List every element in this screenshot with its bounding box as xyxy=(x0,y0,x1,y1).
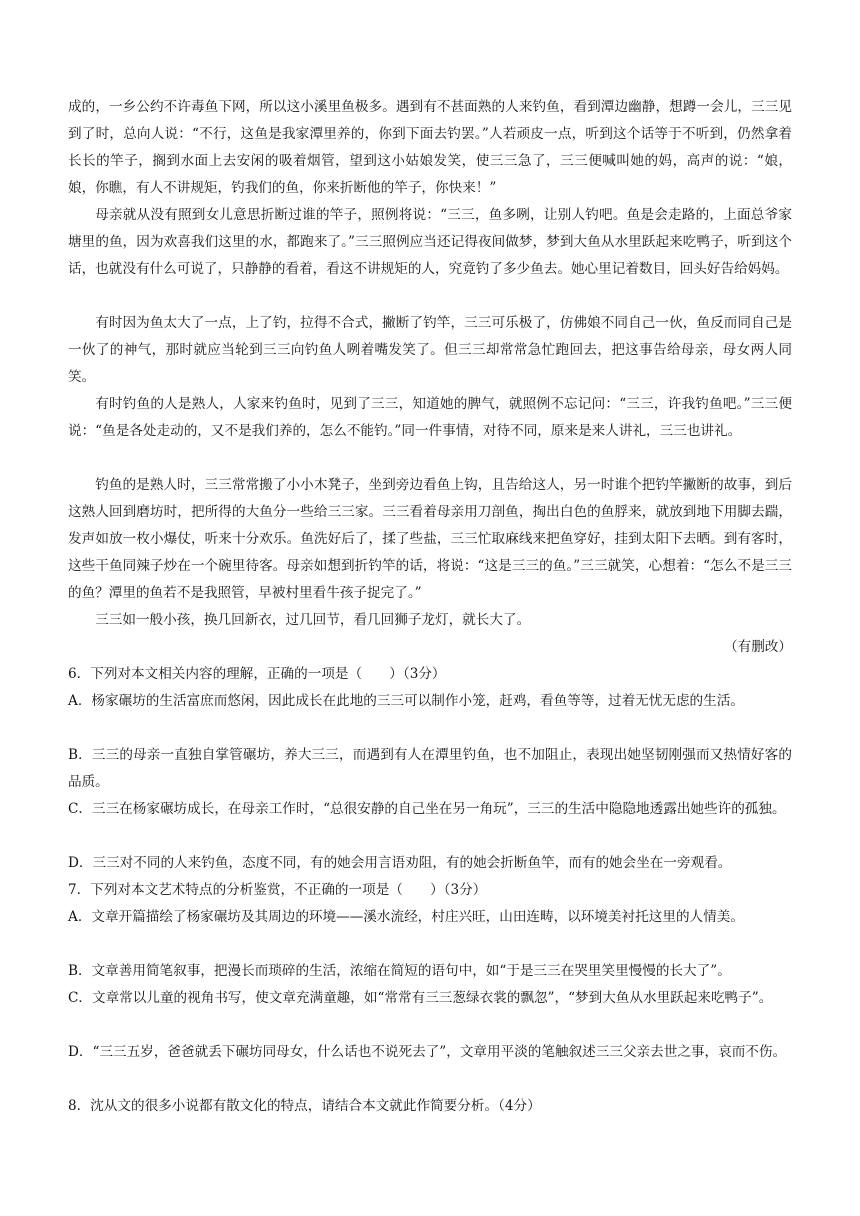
question-7-option-b: B．文章善用简笔叙事，把漫长而琐碎的生活，浓缩在简短的语句中，如“于是三三在哭里笑里慢慢的长大了”。 xyxy=(68,963,731,979)
question-6-option-b: B．三三的母亲一直独自掌管碾坊，养大三三，而遇到有人在潭里钓鱼，也不加阻止，表现出她坚韧刚强而又热情好客的品质。 xyxy=(68,747,792,790)
question-6-option-d: D．三三对不同的人来钓鱼，态度不同，有的她会用言语劝阻，有的她会折断鱼竿，而有的她会坐在一旁观看。 xyxy=(68,855,732,871)
story-paragraph-4: 有时钓鱼的人是熟人，人家来钓鱼时，见到了三三，知道她的脾气，就照例不忘记问：“三三，许我钓鱼吧。”三三便说：“鱼是各处走动的，又不是我们养的，怎么不能钓。”同一件事情，对待不同，原来是来人讲礼，三三也讲礼。 xyxy=(68,396,792,439)
story-paragraph-6: 三三如一般小孩，换几回新衣，过几回节，看几回狮子龙灯，就长大了。 xyxy=(95,612,531,628)
question-6-stem: 6．下列对本文相关内容的理解，正确的一项是（ ）（3分） xyxy=(68,666,446,682)
story-paragraph-1: 成的，一乡公约不许毒鱼下网，所以这小溪里鱼极多。遇到有不甚面熟的人来钓鱼，看到潭边幽静，想蹲一会儿，三三见到了时，总向人说：“不行，这鱼是我家潭里养的，你到下面去钓罢。”人若顽皮一点，听到这个话等于不听到，仍然拿着长长的竿子，搁到水面上去安闲的吸着烟管，望到这小姑娘发笑，使三三急了，三三便喊叫她的妈，高声的说：“娘，娘，你瞧，有人不讲规矩，钓我们的鱼，你来折断他的竿子，你快来！” xyxy=(68,99,792,196)
question-8-stem: 8．沈从文的很多小说都有散文化的特点，请结合本文就此作简要分析。（4分） xyxy=(68,1098,541,1114)
story-paragraph-3: 有时因为鱼太大了一点，上了钓，拉得不合式，撇断了钓竿，三三可乐极了，仿佛娘不同自己一伙，鱼反而同自己是一伙了的神气，那时就应当轮到三三向钓鱼人咧着嘴发笑了。但三三却常常急忙跑回去，把这事告给母亲，母女两人同笑。 xyxy=(68,315,792,385)
question-6-option-a: A．杨家碾坊的生活富庶而悠闲，因此成长在此地的三三可以制作小笼，赶鸡，看鱼等等，过着无忧无虑的生活。 xyxy=(68,693,744,709)
question-7-option-c: C．文章常以儿童的视角书写，使文章充满童趣，如“常常有三三葱绿衣裳的飘忽”，“梦到大鱼从水里跃起来吃鸭子”。 xyxy=(68,990,773,1006)
question-7-stem: 7．下列对本文艺术特点的分析鉴赏，不正确的一项是（ ）（3分） xyxy=(68,882,487,898)
source-note: （有删改） xyxy=(724,639,792,655)
question-7-option-a: A．文章开篇描绘了杨家碾坊及其周边的环境——溪水流经，村庄兴旺，山田连畴，以环境美衬托这里的人情美。 xyxy=(68,909,744,925)
question-7-option-d: D．“三三五岁，爸爸就丢下碾坊同母女，什么话也不说死去了”，文章用平淡的笔触叙述三三父亲去世之事，哀而不伤。 xyxy=(68,1044,787,1060)
question-6-option-c: C．三三在杨家碾坊成长，在母亲工作时，“总很安静的自己坐在另一角玩”，三三的生活中隐隐地透露出她些许的孤独。 xyxy=(68,801,786,817)
story-paragraph-5: 钓鱼的是熟人时，三三常常搬了小小木凳子，坐到旁边看鱼上钩，且告给这人，另一时谁个把钓竿撇断的故事，到后这熟人回到磨坊时，把所得的大鱼分一些给三三家。三三看着母亲用刀剖鱼，掏出白色的鱼脬来，就放到地下用脚去踹，发声如放一枚小爆仗，听来十分欢乐。鱼洗好后了，揉了些盐，三三忙取麻线来把鱼穿好，挂到太阳下去晒。到有客时，这些干鱼同辣子炒在一个碗里待客。母亲如想到折钓竿的话，将说：“这是三三的鱼。”三三就笑，心想着：“怎么不是三三的鱼？潭里的鱼若不是我照管，早被村里看牛孩子捉完了。” xyxy=(68,477,792,601)
story-paragraph-2: 母亲就从没有照到女儿意思折断过谁的竿子，照例将说：“三三，鱼多咧，让别人钓吧。鱼是会走路的，上面总爷家塘里的鱼，因为欢喜我们这里的水，都跑来了。”三三照例应当还记得夜间做梦，梦到大鱼从水里跃起来吃鸭子，听到这个话，也就没有什么可说了，只静静的看着，看这不讲规矩的人，究竟钓了多少鱼去。她心里记着数目，回头好告给妈妈。 xyxy=(68,207,792,277)
